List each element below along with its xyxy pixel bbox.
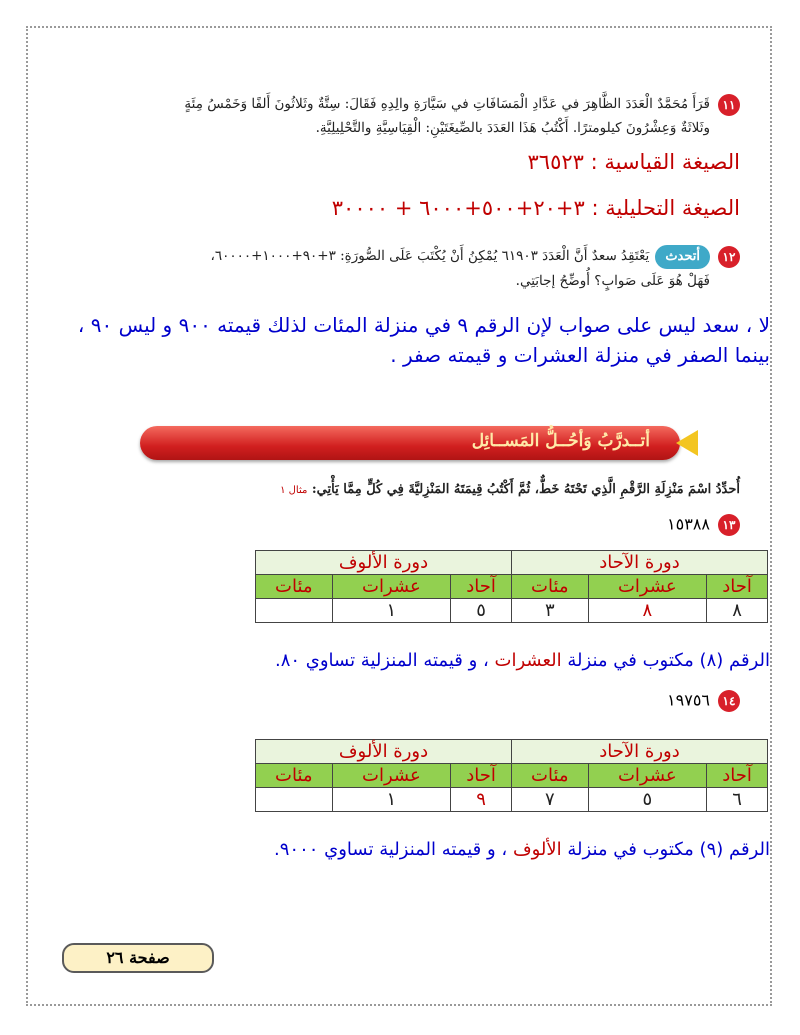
question-number-value: ١٥٣٨٨ (667, 514, 710, 534)
talk-chip: أتحدث (655, 245, 710, 269)
digit-cell (256, 788, 333, 812)
question-text-line2: وثَلاثَةٌ وَعِشْرُونَ كيلومترًا. أَكْتُبُ هَذَا العَدَدَ بالصِّيغَتَيْنِ: الْقِيَاسِيَّةِ والتَّحْلِيلِيَّةِ. (315, 120, 710, 136)
instruction-ref: مثال ١ (280, 485, 308, 496)
instruction-text: أُحدِّدُ اسْمَ مَنْزِلَةِ الرَّقْمِ الَّذِي تَحْتَهُ خَطٌّ، ثُمَّ أَكْتُبُ قِيمَتَهُ المَنْزِليَّةَ فِي كُلٍّ مِمَّا يَأْتِي: (311, 482, 740, 497)
place-header: عشرات (332, 575, 451, 599)
question-11 (60, 92, 740, 140)
place-header: مئات (256, 764, 333, 788)
explanation-13 (275, 650, 770, 671)
period-thousands: دورة الألوف (256, 551, 512, 575)
explanation-place: الألوف (512, 839, 562, 860)
explanation-text: الرقم (٩) مكتوب في منزلة (561, 839, 770, 860)
banner-arrow-icon (676, 430, 698, 456)
period-ones: دورة الآحاد (512, 551, 768, 575)
question-text-line2: فَهَلْ هُوَ عَلَى صَوابٍ؟ أُوضِّحُ إجابَتِي. (515, 273, 710, 289)
question-number-badge: ١٣ (718, 514, 740, 536)
section-banner (140, 426, 680, 460)
digit-cell: ٧ (512, 788, 589, 812)
banner-title: أتــدرَّبُ وَأحُــلُّ المَســائِل (471, 431, 650, 451)
question-12 (60, 244, 740, 293)
question-text-line1: قَرَأَ مُحَمَّدٌ الْعَدَدَ الظَّاهِرَ في عَدَّادِ الْمَسَافَاتِ في سَيَّارَةِ والِدِهِ فَقَالَ: سِتَّةٌ وثَلاثُونَ أَلفًا وَخَمْسُ مِئَةٍ (184, 96, 710, 112)
digit-cell: ٨ (707, 599, 768, 623)
explanation-14 (274, 839, 770, 860)
question-number-value: ١٩٧٥٦ (667, 690, 710, 710)
digit-cell: ١ (332, 788, 451, 812)
question-number-badge: ١١ (718, 94, 740, 116)
answer-expanded-form: الصيغة التحليلية : ٣+٢٠+٥٠٠+٦٠٠٠ + ٣٠٠٠٠ (331, 196, 740, 220)
place-header: مئات (256, 575, 333, 599)
place-header: آحاد (451, 764, 512, 788)
question-14 (667, 690, 740, 712)
explanation-text: ، و قيمته المنزلية تساوي ٨٠. (274, 650, 495, 671)
digit-cell: ٨ (588, 599, 707, 623)
question-text-line1: يَعْتَقِدُ سعدٌ أَنَّ الْعَدَدَ ٦١٩٠٣ يُمْكِنُ أَنْ يُكْتَبَ عَلَى الصُّورَةِ: ٣+٩٠+١٠٠٠+٦٠٠٠٠، (210, 248, 650, 264)
explanation-text: ، و قيمته المنزلية تساوي ٩٠٠٠. (274, 839, 513, 860)
place-header: مئات (512, 764, 589, 788)
digit-cell: ٥ (451, 599, 512, 623)
question-number-badge: ١٤ (718, 690, 740, 712)
period-thousands: دورة الألوف (256, 740, 512, 764)
period-ones: دورة الآحاد (512, 740, 768, 764)
answer-12-line2: بينما الصفر في منزلة العشرات و قيمته صفر . (390, 343, 770, 367)
page-number: صفحة ٢٦ (62, 943, 214, 973)
answer-standard-form: الصيغة القياسية : ٣٦٥٢٣ (527, 150, 740, 174)
place-header: آحاد (707, 764, 768, 788)
digit-cell: ٥ (588, 788, 707, 812)
place-header: عشرات (588, 575, 707, 599)
question-13 (667, 514, 740, 536)
place-header: آحاد (707, 575, 768, 599)
digit-cell: ١ (332, 599, 451, 623)
place-value-table-14 (255, 739, 768, 812)
answer-12 (30, 310, 770, 370)
place-header: عشرات (332, 764, 451, 788)
place-header: عشرات (588, 764, 707, 788)
instruction (280, 482, 740, 497)
digit-cell: ٩ (451, 788, 512, 812)
digit-cell: ٣ (512, 599, 589, 623)
digit-cell: ٦ (707, 788, 768, 812)
question-number-badge: ١٢ (718, 246, 740, 268)
place-header: مئات (512, 575, 589, 599)
place-value-table-13 (255, 550, 768, 623)
answer-12-line1: لا ، سعد ليس على صواب لإن الرقم ٩ في منزلة المئات لذلك قيمته ٩٠٠ و ليس ٩٠ ، (77, 313, 770, 337)
place-header: آحاد (451, 575, 512, 599)
digit-cell (256, 599, 333, 623)
explanation-text: الرقم (٨) مكتوب في منزلة (561, 650, 770, 671)
explanation-place: العشرات (494, 650, 562, 671)
